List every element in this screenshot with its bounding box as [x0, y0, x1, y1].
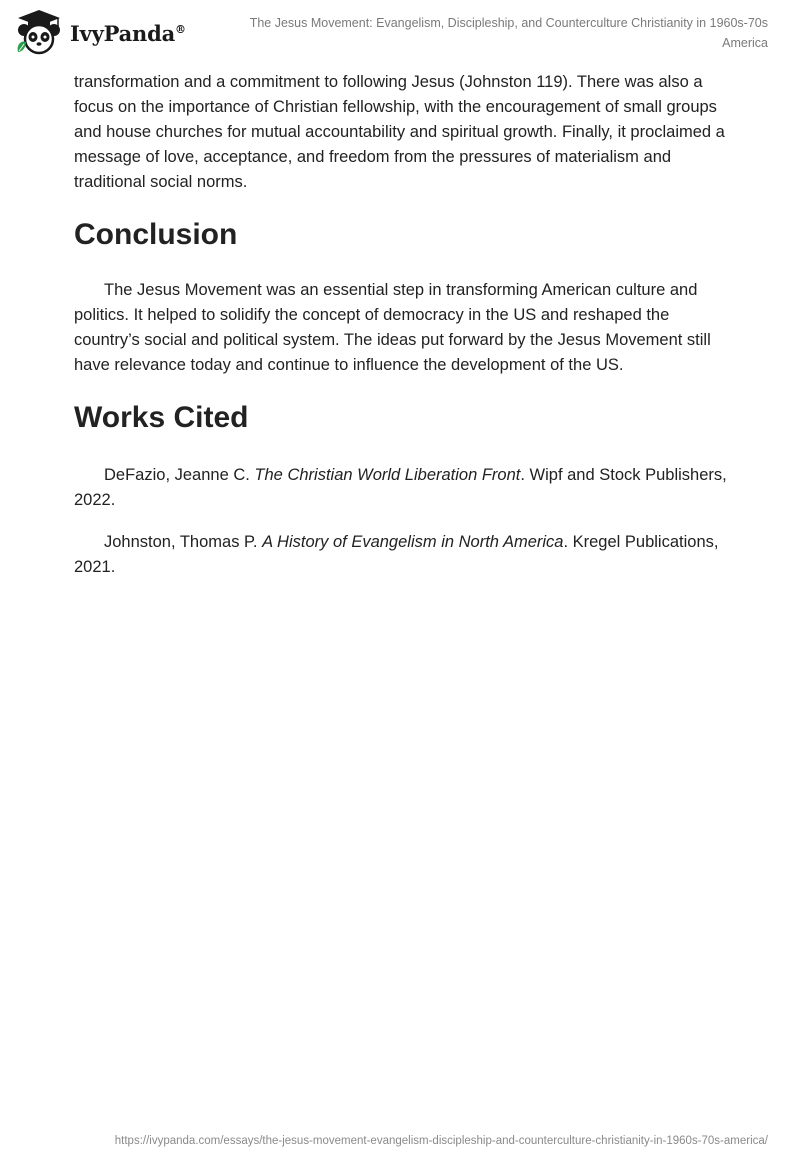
page-header: [0, 0, 800, 60]
essay-content: [74, 70, 734, 580]
footer-url[interactable]: https://ivypanda.com/essays/the-jesus-movement-evangelism-discipleship-and-counterculture-christianity-in-1960s-70s-america/: [114, 1135, 768, 1147]
conclusion-paragraph: The Jesus Movement was an essential step in transforming American culture and politics. It helped to solidify the concept of democracy in the US and reshaped the country’s social and political system. The ideas put forward by the Jesus Movement still have relevance today and continue to influence the development of the US.: [74, 281, 711, 374]
logo-wordmark: IvyPanda®: [70, 20, 186, 46]
panda-graduate-icon: [14, 8, 64, 56]
section-heading-conclusion: Conclusion: [74, 218, 238, 251]
citation-entry: Johnston, Thomas P. A History of Evangelism in North America. Kregel Publications, 2021.: [74, 533, 719, 576]
body-paragraph: transformation and a commitment to following Jesus (Johnston 119). There was also a focus on the importance of Christian fellowship, with the encouragement of small groups and house churches for mutual accountability and spiritual growth. Finally, it proclaimed a message of love, acceptance, and freedom from the pressures of materialism and traditional social norms.: [74, 73, 725, 191]
document-title: The Jesus Movement: Evangelism, Discipleship, and Counterculture Christianity in 1960s-70s America: [249, 16, 768, 50]
citation-title: A History of Evangelism in North America: [262, 533, 564, 551]
citation-title: The Christian World Liberation Front: [254, 466, 521, 484]
citation-entry: DeFazio, Jeanne C. The Christian World Liberation Front. Wipf and Stock Publishers, 2022.: [74, 466, 727, 509]
section-heading-works-cited: Works Cited: [74, 401, 249, 434]
ivypanda-logo[interactable]: [14, 8, 186, 56]
